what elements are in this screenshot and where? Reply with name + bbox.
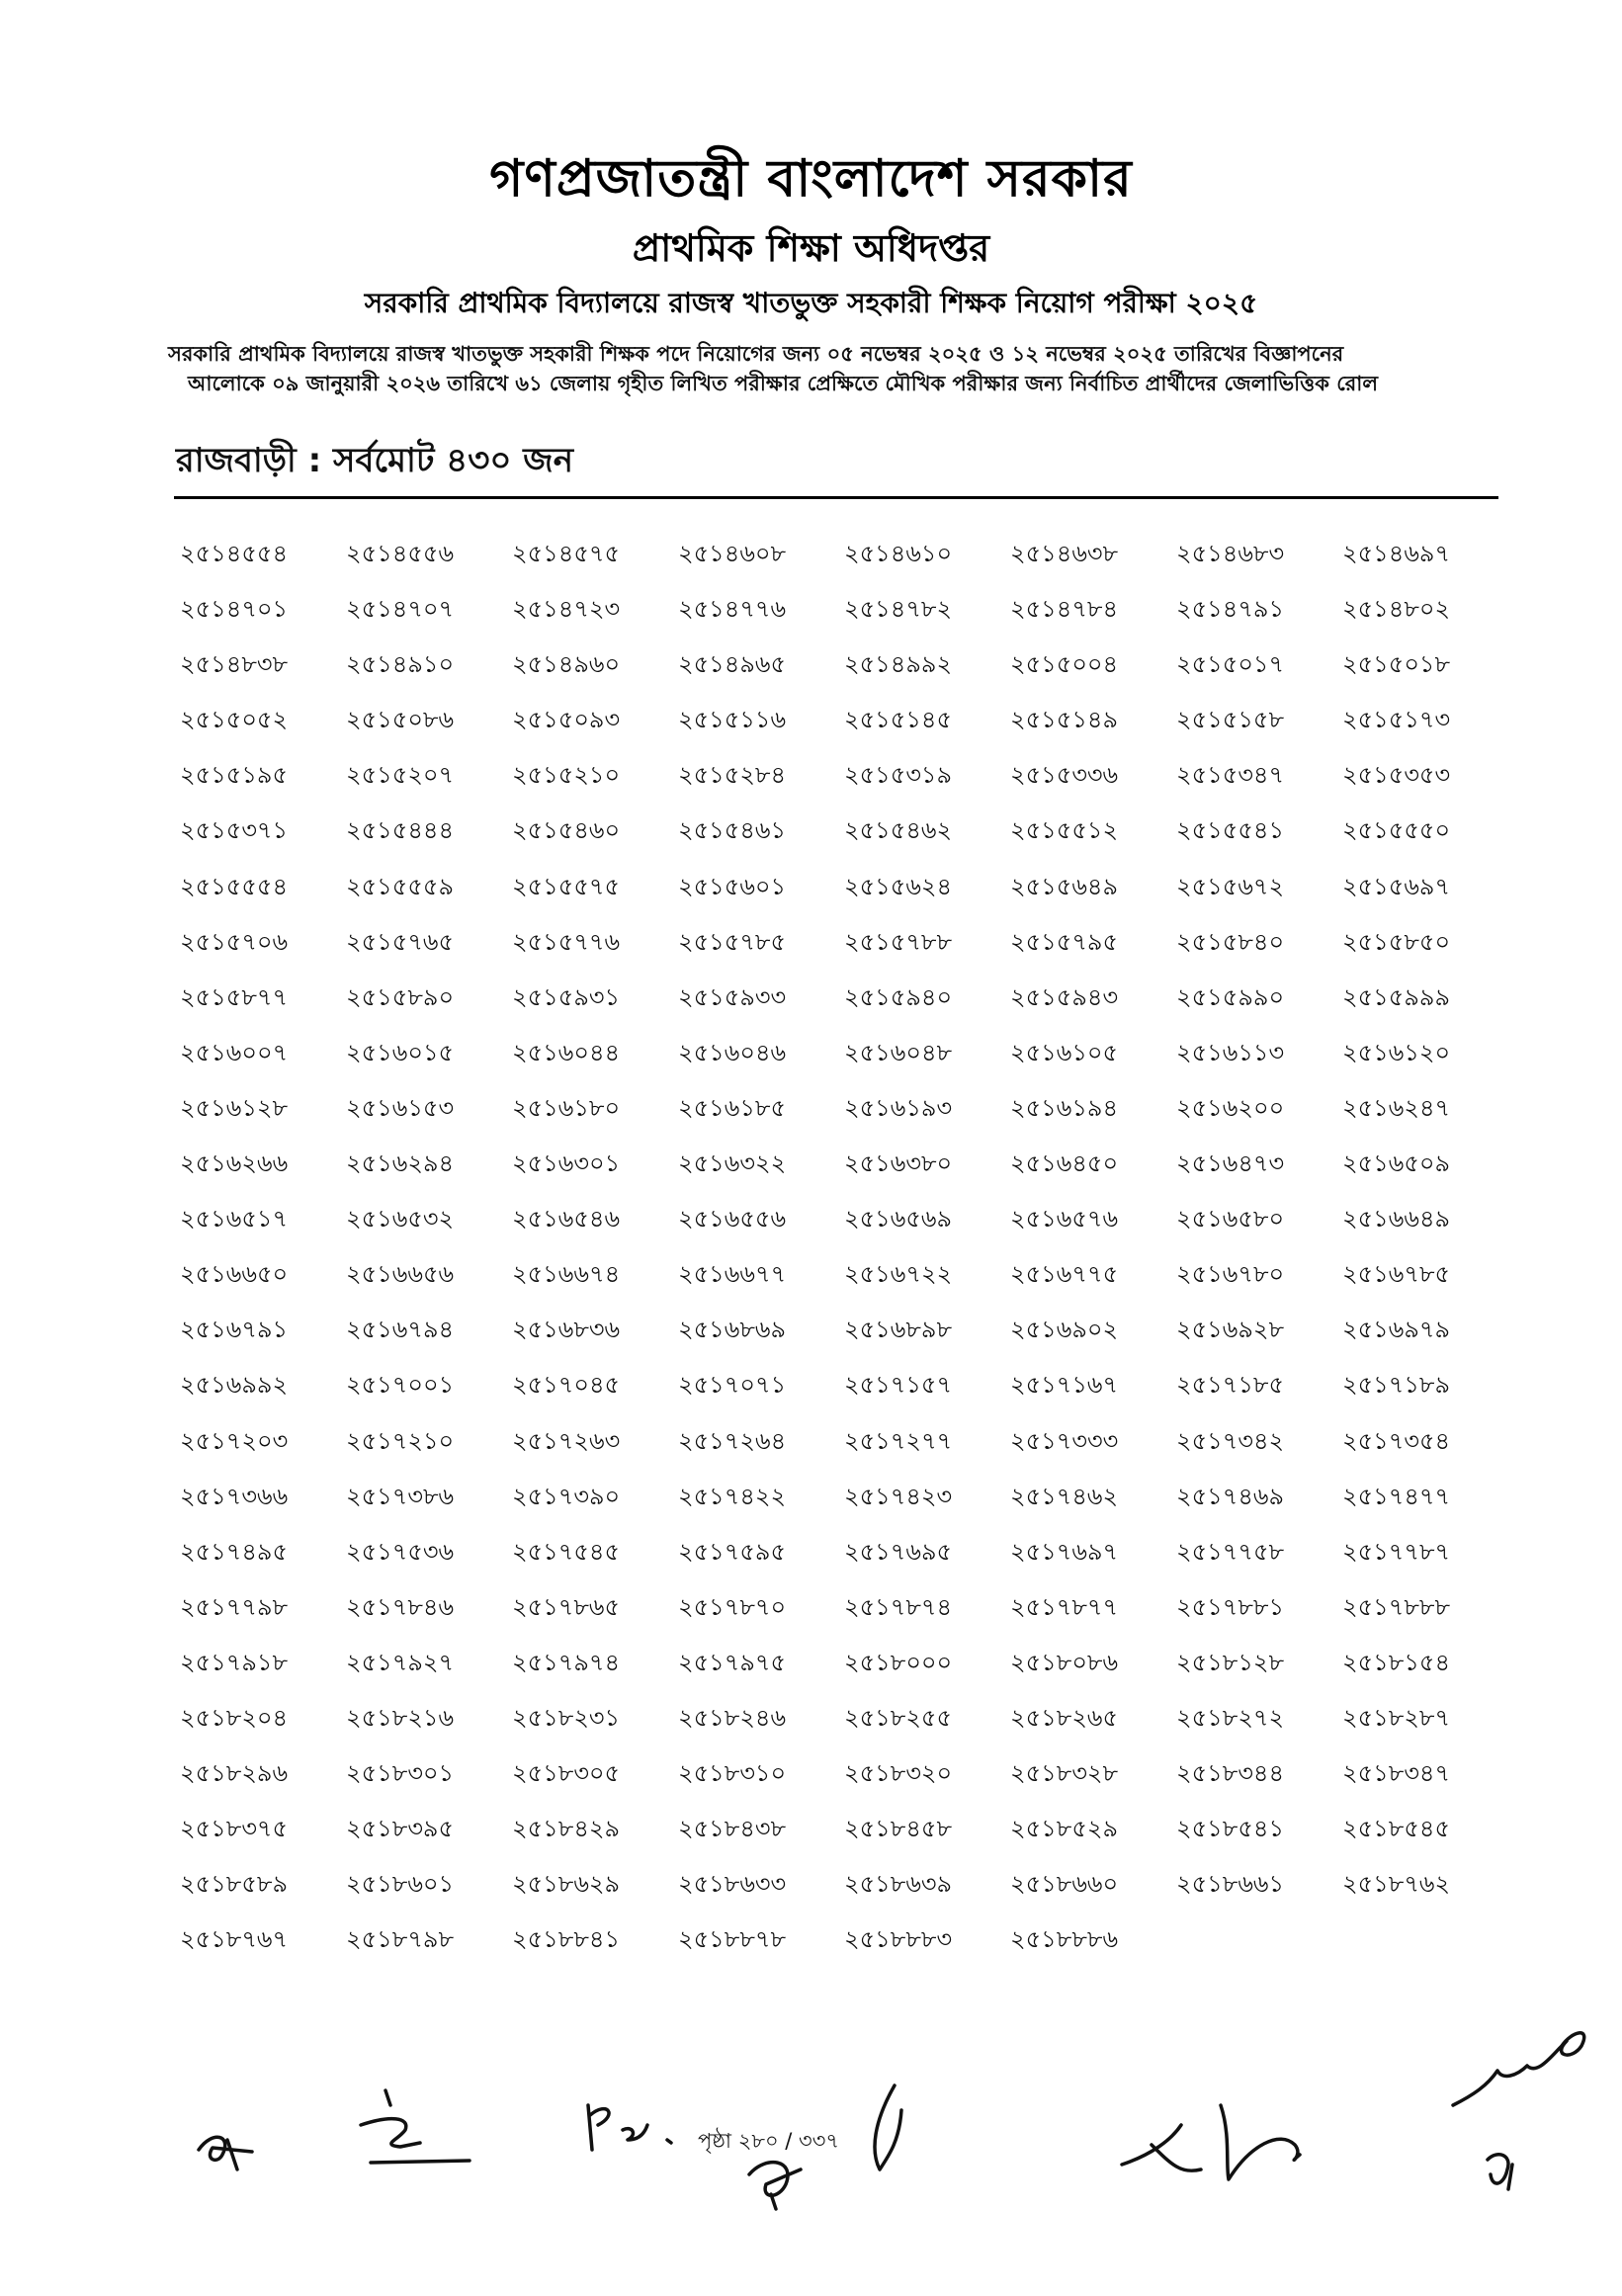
roll-number: ২৫১৬০৪৬ xyxy=(678,1038,787,1066)
roll-number: ২৫১৮২১৬ xyxy=(346,1703,455,1732)
roll-number: ২৫১৭৯১৮ xyxy=(180,1648,289,1676)
roll-number: ২৫১৪৬০৮ xyxy=(678,540,787,567)
exam-title: সরকারি প্রাথমিক বিদ্যালয়ে রাজস্ব খাতভুক্ত সহকারী শিক্ষক নিয়োগ পরীক্ষা ২০২৫ xyxy=(364,287,1258,319)
roll-number: ২৫১৫৭৯৫ xyxy=(1010,927,1119,956)
roll-number: ২৫১৮৩০৫ xyxy=(512,1759,621,1788)
roll-number: ২৫১৫৫১২ xyxy=(1010,816,1119,845)
roll-number: ২৫১৫১৪৫ xyxy=(844,706,953,734)
roll-number: ২৫১৬৮৬৯ xyxy=(678,1316,787,1344)
roll-number: ২৫১৭১৮৯ xyxy=(1342,1371,1451,1400)
signature-3-icon xyxy=(578,2095,687,2165)
roll-number: ২৫১৭৩৩৩ xyxy=(1010,1426,1119,1455)
roll-number: ২৫১৭২১০ xyxy=(346,1426,455,1455)
roll-number: ২৫১৭৮৭৭ xyxy=(1010,1592,1119,1621)
roll-number: ২৫১৫৩৭১ xyxy=(180,816,289,845)
roll-number: ২৫১৭৮৬৫ xyxy=(512,1592,621,1621)
roll-number: ২৫১৮৬৬০ xyxy=(1010,1870,1119,1899)
roll-number: ২৫১৬৪৫০ xyxy=(1010,1149,1119,1178)
roll-number: ২৫১৪৯৯২ xyxy=(844,650,953,679)
roll-number: ২৫১৫৯৩৩ xyxy=(678,982,787,1011)
roll-number: ২৫১৫৭৮৫ xyxy=(678,927,787,956)
roll-number: ২৫১৭৩৯০ xyxy=(512,1482,621,1510)
roll-number: ২৫১৮৩৯৫ xyxy=(346,1815,455,1843)
roll-number: ২৫১৮৬৩৩ xyxy=(678,1870,787,1899)
roll-number: ২৫১৪৮৩৮ xyxy=(180,650,289,679)
roll-number: ২৫১৫১১৬ xyxy=(678,706,787,734)
roll-number: ২৫১৪৬৩৮ xyxy=(1010,540,1119,567)
roll-number: ২৫১৮০৮৬ xyxy=(1010,1648,1119,1676)
roll-number: ২৫১৪৭৯১ xyxy=(1176,595,1285,624)
roll-number: ২৫১৬৯০২ xyxy=(1010,1316,1119,1344)
roll-number: ২৫১৭৩৫৪ xyxy=(1342,1426,1451,1455)
roll-number: ২৫১৮৮৮৬ xyxy=(1010,1925,1119,1954)
roll-number: ২৫১৬২৪৭ xyxy=(1342,1093,1451,1122)
roll-number: ২৫১৪৬৮৩ xyxy=(1176,540,1285,567)
government-title: গণপ্রজাতন্ত্রী বাংলাদেশ সরকার xyxy=(489,149,1133,209)
roll-number: ২৫১৮২০৪ xyxy=(180,1703,289,1732)
roll-number: ২৫১৫৬৪৯ xyxy=(1010,872,1119,900)
roll-number: ২৫১৫১৫৮ xyxy=(1176,706,1285,734)
roll-number: ২৫১৭৪৬৯ xyxy=(1176,1482,1285,1510)
roll-number: ২৫১৫৩৪৭ xyxy=(1176,761,1285,790)
roll-number: ২৫১৮৩৪৪ xyxy=(1176,1759,1285,1788)
roll-number: ২৫১৭৮৮৮ xyxy=(1342,1592,1451,1621)
roll-number: ২৫১৮৫৪১ xyxy=(1176,1815,1285,1843)
roll-number: ২৫১৬৫১৭ xyxy=(180,1205,289,1233)
roll-number: ২৫১৮১২৮ xyxy=(1176,1648,1285,1676)
roll-number: ২৫১৮১৫৪ xyxy=(1342,1648,1451,1676)
roll-number: ২৫১৬১৯৩ xyxy=(844,1093,953,1122)
roll-number: ২৫১৬৭৯১ xyxy=(180,1316,289,1344)
roll-number: ২৫১৭১৫৭ xyxy=(844,1371,953,1400)
roll-number: ২৫১৮২৮৭ xyxy=(1342,1703,1451,1732)
roll-number: ২৫১৭৯৭৪ xyxy=(512,1648,621,1676)
roll-number: ২৫১৬১৫৩ xyxy=(346,1093,455,1122)
roll-number: ২৫১৬৯৭৯ xyxy=(1342,1316,1451,1344)
roll-number: ২৫১৫৭০৬ xyxy=(180,927,289,956)
roll-number: ২৫১৪৭৮২ xyxy=(844,595,953,624)
roll-number: ২৫১৬৬৭৪ xyxy=(512,1260,621,1289)
roll-number: ২৫১৭২৬৩ xyxy=(512,1426,621,1455)
roll-number: ২৫১৮৪৫৮ xyxy=(844,1815,953,1843)
roll-number: ২৫১৫৯৩১ xyxy=(512,982,621,1011)
roll-number: ২৫১৪৭২৩ xyxy=(512,595,621,624)
roll-number: ২৫১৮২৫৫ xyxy=(844,1703,953,1732)
roll-number: ২৫১৬৬৫০ xyxy=(180,1260,289,1289)
roll-number: ২৫১৬৩২২ xyxy=(678,1149,787,1178)
roll-number: ২৫১৬০৪৪ xyxy=(512,1038,621,1066)
roll-number: ২৫১৫৬৭২ xyxy=(1176,872,1285,900)
roll-number: ২৫১৬৫৫৬ xyxy=(678,1205,787,1233)
roll-number: ২৫১৭৪৬২ xyxy=(1010,1482,1119,1510)
roll-number: ২৫১৫৯৪৩ xyxy=(1010,982,1119,1011)
roll-number: ২৫১৭০০১ xyxy=(346,1371,455,1400)
roll-number: ২৫১৫৬২৪ xyxy=(844,872,953,900)
roll-number: ২৫১৮৫৮৯ xyxy=(180,1870,289,1899)
roll-number: ২৫১৭২০৩ xyxy=(180,1426,289,1455)
roll-number: ২৫১৭১৮৫ xyxy=(1176,1371,1285,1400)
roll-number: ২৫১৮৬২৯ xyxy=(512,1870,621,1899)
roll-number: ২৫১৭৫৪৫ xyxy=(512,1537,621,1566)
roll-number: ২৫১৭৭৮৭ xyxy=(1342,1537,1451,1566)
roll-number: ২৫১৫৫৫৪ xyxy=(180,872,289,900)
roll-number: ২৫১৫৪৬১ xyxy=(678,816,787,845)
district-heading: রাজবাড়ী : সর্বমোট ৪৩০ জন xyxy=(176,441,574,480)
roll-number: ২৫১৫২০৭ xyxy=(346,761,455,790)
roll-number: ২৫১৭০৪৫ xyxy=(512,1371,621,1400)
roll-number: ২৫১৫৩৩৬ xyxy=(1010,761,1119,790)
roll-number: ২৫১৬৭৮৫ xyxy=(1342,1260,1451,1289)
roll-number: ২৫১৫৫৫০ xyxy=(1342,816,1451,845)
roll-number: ২৫১৬৫৩২ xyxy=(346,1205,455,1233)
roll-number: ২৫১৫৭৬৫ xyxy=(346,927,455,956)
roll-number: ২৫১৮৩৪৭ xyxy=(1342,1759,1451,1788)
roll-number: ২৫১৫২৮৪ xyxy=(678,761,787,790)
roll-number: ২৫১৮৫২৯ xyxy=(1010,1815,1119,1843)
roll-number: ২৫১৭২৭৭ xyxy=(844,1426,953,1455)
roll-number: ২৫১৬১১৩ xyxy=(1176,1038,1285,1066)
roll-number: ২৫১৪৫৫৪ xyxy=(180,540,289,567)
roll-number: ২৫১৭৮৪৬ xyxy=(346,1592,455,1621)
roll-number: ২৫১৪৭০৭ xyxy=(346,595,455,624)
roll-number: ২৫১৬৫০৯ xyxy=(1342,1149,1451,1178)
roll-number: ২৫১৮৭৬৭ xyxy=(180,1925,289,1954)
roll-number: ২৫১৮২৬৫ xyxy=(1010,1703,1119,1732)
roll-number: ২৫১৬১২৮ xyxy=(180,1093,289,1122)
roll-number: ২৫১৮৭৯৮ xyxy=(346,1925,455,1954)
roll-number: ২৫১৫৪৬২ xyxy=(844,816,953,845)
roll-number: ২৫১৮২৩১ xyxy=(512,1703,621,1732)
roll-number: ২৫১৪৯১০ xyxy=(346,650,455,679)
roll-number-grid xyxy=(180,539,1504,1980)
roll-number: ২৫১৬৬৭৭ xyxy=(678,1260,787,1289)
roll-number: ২৫১৬৭৭৫ xyxy=(1010,1260,1119,1289)
roll-number: ২৫১৮৬০১ xyxy=(346,1870,455,1899)
roll-number: ২৫১৬৬৪৯ xyxy=(1342,1205,1451,1233)
roll-number: ২৫১৮২৯৬ xyxy=(180,1759,289,1788)
roll-number: ২৫১৫৯৯৯ xyxy=(1342,982,1451,1011)
roll-number: ২৫১৮৩২০ xyxy=(844,1759,953,1788)
roll-number: ২৫১৫০৮৬ xyxy=(346,706,455,734)
roll-number: ২৫১৫৪৬০ xyxy=(512,816,621,845)
roll-number: ২৫১৭৬৯৫ xyxy=(844,1537,953,1566)
roll-number: ২৫১৬১৯৪ xyxy=(1010,1093,1119,1122)
roll-number: ২৫১৭৪২২ xyxy=(678,1482,787,1510)
roll-number: ২৫১৫০১৮ xyxy=(1342,650,1451,679)
roll-number: ২৫১৫৮৫০ xyxy=(1342,927,1451,956)
roll-number: ২৫১৫৩১৯ xyxy=(844,761,953,790)
roll-number: ২৫১৮৩০১ xyxy=(346,1759,455,1788)
roll-number: ২৫১৭৫৯৫ xyxy=(678,1537,787,1566)
page-number: পৃষ্ঠা ২৮০ / ৩৩৭ xyxy=(698,2129,840,2153)
signature-1-icon xyxy=(193,2110,282,2179)
roll-number: ২৫১৭৭৯৮ xyxy=(180,1592,289,1621)
roll-number: ২৫১৬৪৭৩ xyxy=(1176,1149,1285,1178)
roll-number: ২৫১৪৬৯৭ xyxy=(1342,540,1451,567)
roll-number: ২৫১৮৮৮৩ xyxy=(844,1925,953,1954)
roll-number: ২৫১৬০৪৮ xyxy=(844,1038,953,1066)
roll-number: ২৫১৬৬৫৬ xyxy=(346,1260,455,1289)
signature-5-icon xyxy=(860,2081,919,2179)
roll-number: ২৫১৬৭২২ xyxy=(844,1260,953,1289)
roll-number: ২৫১৫০৫২ xyxy=(180,706,289,734)
roll-number: ২৫১৮৬৩৯ xyxy=(844,1870,953,1899)
roll-number: ২৫১৬৩৮০ xyxy=(844,1149,953,1178)
roll-number: ২৫১৪৭০১ xyxy=(180,595,289,624)
roll-number: ২৫১৪৭৭৬ xyxy=(678,595,787,624)
roll-number: ২৫১৭৯৭৫ xyxy=(678,1648,787,1676)
roll-number: ২৫১৫৫৭৫ xyxy=(512,872,621,900)
roll-number: ২৫১৭৩৪২ xyxy=(1176,1426,1285,1455)
roll-number: ২৫১৫৪৪৪ xyxy=(346,816,455,845)
roll-number: ২৫১৮৩১০ xyxy=(678,1759,787,1788)
roll-number: ২৫১৭৫৩৬ xyxy=(346,1537,455,1566)
notice-line-2: আলোকে ০৯ জানুয়ারী ২০২৬ তারিখে ৬১ জেলায় গৃহীত লিখিত পরীক্ষার প্রেক্ষিতে মৌখিক পরীক্ষার জন্য নির্বাচিত প্রার্থীদের জেলাভিত্তিক রোল xyxy=(188,372,1379,395)
roll-number: ২৫১৬১০৫ xyxy=(1010,1038,1119,1066)
roll-number: ২৫১৫১৯৫ xyxy=(180,761,289,790)
roll-number: ২৫১৭১৬৭ xyxy=(1010,1371,1119,1400)
roll-number: ২৫১৫৫৪১ xyxy=(1176,816,1285,845)
roll-number: ২৫১৮৮৪১ xyxy=(512,1925,621,1954)
roll-number: ২৫১৭৪৯৫ xyxy=(180,1537,289,1566)
roll-number: ২৫১৫৩৫৩ xyxy=(1342,761,1451,790)
roll-number: ২৫১৬৫৬৯ xyxy=(844,1205,953,1233)
signature-2-icon xyxy=(351,2085,479,2174)
roll-number: ২৫১৫১৭৩ xyxy=(1342,706,1451,734)
roll-number: ২৫১৮৭৬২ xyxy=(1342,1870,1451,1899)
roll-number: ২৫১৫৭৮৮ xyxy=(844,927,953,956)
heading-divider xyxy=(174,496,1498,499)
department-title: প্রাথমিক শিক্ষা অধিদপ্তর xyxy=(632,226,990,270)
roll-number: ২৫১৬১২০ xyxy=(1342,1038,1451,1066)
roll-number: ২৫১৭২৬৪ xyxy=(678,1426,787,1455)
roll-number: ২৫১৮৩২৮ xyxy=(1010,1759,1119,1788)
roll-number: ২৫১৫৯৯০ xyxy=(1176,982,1285,1011)
roll-number: ২৫১৫৬০১ xyxy=(678,872,787,900)
roll-number: ২৫১৮২৪৬ xyxy=(678,1703,787,1732)
roll-number: ২৫১৭৯২৭ xyxy=(346,1648,455,1676)
roll-number: ২৫১৭৮৭০ xyxy=(678,1592,787,1621)
roll-number: ২৫১৭৩৮৬ xyxy=(346,1482,455,1510)
roll-number: ২৫১৫০১৭ xyxy=(1176,650,1285,679)
roll-number: ২৫১৬৮৩৬ xyxy=(512,1316,621,1344)
roll-number: ২৫১৫৮৭৭ xyxy=(180,982,289,1011)
roll-number: ২৫১৬২৯৪ xyxy=(346,1149,455,1178)
roll-number: ২৫১৬৯৯২ xyxy=(180,1371,289,1400)
signature-6-icon xyxy=(1112,2085,1389,2194)
roll-number: ২৫১৪৯৬০ xyxy=(512,650,621,679)
notice-line-1: সরকারি প্রাথমিক বিদ্যালয়ে রাজস্ব খাতভুক্ত সহকারী শিক্ষক পদে নিয়োগের জন্য ০৫ নভেম্বর ২০২৫ ও ১২ নভেম্বর ২০২৫ তারিখের বিজ্ঞাপনের xyxy=(168,342,1344,366)
roll-number: ২৫১৫৭৭৬ xyxy=(512,927,621,956)
roll-number: ২৫১৭৪৭৭ xyxy=(1342,1482,1451,1510)
roll-number: ২৫১৬২৬৬ xyxy=(180,1149,289,1178)
roll-number: ২৫১৮০০০ xyxy=(844,1648,953,1676)
roll-number: ২৫১৭৭৫৮ xyxy=(1176,1537,1285,1566)
roll-number: ২৫১৬০০৭ xyxy=(180,1038,289,1066)
roll-number: ২৫১৬৫৭৬ xyxy=(1010,1205,1119,1233)
roll-number: ২৫১৭০৭১ xyxy=(678,1371,787,1400)
roll-number: ২৫১৮৩৭৫ xyxy=(180,1815,289,1843)
roll-number: ২৫১৬২০০ xyxy=(1176,1093,1285,1122)
roll-number: ২৫১৪৫৭৫ xyxy=(512,540,621,567)
roll-number: ২৫১৮৬৬১ xyxy=(1176,1870,1285,1899)
roll-number: ২৫১৬৮৯৮ xyxy=(844,1316,953,1344)
roll-number: ২৫১৮৪২৯ xyxy=(512,1815,621,1843)
roll-number: ২৫১৪৫৫৬ xyxy=(346,540,455,567)
roll-number: ২৫১৭৩৬৬ xyxy=(180,1482,289,1510)
roll-number: ২৫১৮৫৪৫ xyxy=(1342,1815,1451,1843)
roll-number: ২৫১৭৬৯৭ xyxy=(1010,1537,1119,1566)
roll-number: ২৫১৭৮৭৪ xyxy=(844,1592,953,1621)
roll-number: ২৫১৫৯৪০ xyxy=(844,982,953,1011)
roll-number: ২৫১৬৯২৮ xyxy=(1176,1316,1285,1344)
roll-number: ২৫১৮৪৩৮ xyxy=(678,1815,787,1843)
roll-number: ২৫১৬০১৫ xyxy=(346,1038,455,1066)
roll-number: ২৫১৪৮০২ xyxy=(1342,595,1451,624)
roll-number: ২৫১৬৫৮০ xyxy=(1176,1205,1285,1233)
roll-number: ২৫১৬৫৪৬ xyxy=(512,1205,621,1233)
roll-number: ২৫১৮২৭২ xyxy=(1176,1703,1285,1732)
roll-number: ২৫১৬৩০১ xyxy=(512,1149,621,1178)
roll-number: ২৫১৬৭৯৪ xyxy=(346,1316,455,1344)
roll-number: ২৫১৫০৯৩ xyxy=(512,706,621,734)
roll-number: ২৫১৫১৪৯ xyxy=(1010,706,1119,734)
roll-number: ২৫১৭৮৮১ xyxy=(1176,1592,1285,1621)
roll-number: ২৫১৫২১০ xyxy=(512,761,621,790)
roll-number: ২৫১৭৪২৩ xyxy=(844,1482,953,1510)
roll-number: ২৫১৪৯৬৫ xyxy=(678,650,787,679)
roll-number: ২৫১৮৮৭৮ xyxy=(678,1925,787,1954)
roll-number: ২৫১৫৮৯০ xyxy=(346,982,455,1011)
roll-number: ২৫১৪৭৮৪ xyxy=(1010,595,1119,624)
roll-number: ২৫১৬১৮০ xyxy=(512,1093,621,1122)
roll-number: ২৫১৫৮৪০ xyxy=(1176,927,1285,956)
roll-number: ২৫১৫৫৫৯ xyxy=(346,872,455,900)
signature-7-icon xyxy=(1443,1987,1611,2214)
roll-number: ২৫১৪৬১০ xyxy=(844,540,953,567)
roll-number: ২৫১৫৬৯৭ xyxy=(1342,872,1451,900)
roll-number: ২৫১৬১৮৫ xyxy=(678,1093,787,1122)
roll-number: ২৫১৫০০৪ xyxy=(1010,650,1119,679)
roll-number: ২৫১৬৭৮০ xyxy=(1176,1260,1285,1289)
